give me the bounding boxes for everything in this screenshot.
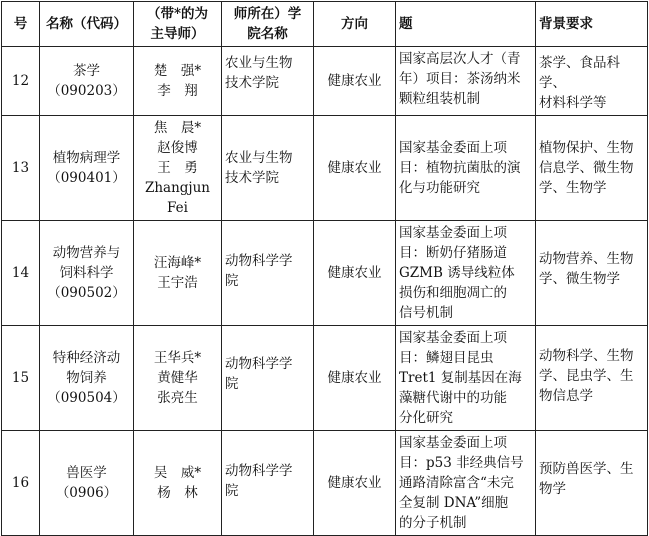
row-college: 动物科学学 院	[222, 431, 314, 536]
row-topic: 国家基金委面上项 目：p53 非经典信号 通路清除富含“未完 全复制 DNA”细胞 的分子机制	[396, 431, 536, 536]
row-background: 植物保护、生物 信息学、微生物 学、生物学	[536, 116, 648, 221]
header-major: 名称（代码）	[40, 2, 134, 47]
header-no: 号	[2, 2, 40, 47]
admissions-table	[1, 1, 648, 536]
row-no: 12	[2, 47, 40, 116]
row-advisors: 焦 晨* 赵俊博 王 勇 Zhangjun Fei	[134, 116, 222, 221]
row-topic: 国家高层次人才（青 年）项目：茶汤纳米 颗粒组装机制	[396, 47, 536, 116]
row-advisors: 吴 威* 杨 林	[134, 431, 222, 536]
row-major: 兽医学 （0906）	[40, 431, 134, 536]
row-topic: 国家基金委面上项 目：鳞翅目昆虫 Tret1 复制基因在海 藻糖代谢中的功能 分化研究	[396, 326, 536, 431]
row-background: 茶学、食品科学、 材料科学等	[536, 47, 648, 116]
row-direction: 健康农业	[314, 221, 396, 326]
row-no: 16	[2, 431, 40, 536]
row-background: 动物科学、生物 学、昆虫学、生 物信息学	[536, 326, 648, 431]
row-college: 农业与生物 技术学院	[222, 47, 314, 116]
header-background: 背景要求	[536, 2, 648, 47]
row-college: 动物科学学 院	[222, 326, 314, 431]
row-advisors: 汪海峰* 王宇浩	[134, 221, 222, 326]
row-major: 特种经济动 物饲养 （090504）	[40, 326, 134, 431]
table-row	[2, 47, 648, 116]
row-direction: 健康农业	[314, 326, 396, 431]
row-no: 14	[2, 221, 40, 326]
row-advisors: 楚 强* 李 翔	[134, 47, 222, 116]
row-no: 13	[2, 116, 40, 221]
table-row	[2, 326, 648, 431]
row-college: 动物科学学 院	[222, 221, 314, 326]
row-background: 动物营养、生物 学、微生物学	[536, 221, 648, 326]
row-college: 农业与生物 技术学院	[222, 116, 314, 221]
header-direction: 方向	[314, 2, 396, 47]
row-major: 植物病理学 （090401）	[40, 116, 134, 221]
row-direction: 健康农业	[314, 431, 396, 536]
row-direction: 健康农业	[314, 116, 396, 221]
table-header-row	[2, 2, 648, 47]
row-direction: 健康农业	[314, 47, 396, 116]
table-row	[2, 431, 648, 536]
row-topic: 国家基金委面上项 目：植物抗菌肽的演 化与功能研究	[396, 116, 536, 221]
header-topic: 题	[396, 2, 536, 47]
row-no: 15	[2, 326, 40, 431]
header-advisor: （带*的为 主导师）	[134, 2, 222, 47]
row-advisors: 王华兵* 黄健华 张亮生	[134, 326, 222, 431]
row-background: 预防兽医学、生 物学	[536, 431, 648, 536]
row-topic: 国家基金委面上项 目：断奶仔猪肠道 GZMB 诱导线粒体 损伤和细胞凋亡的 信号机制	[396, 221, 536, 326]
table-row	[2, 116, 648, 221]
table-row	[2, 221, 648, 326]
row-major: 茶学 （090203）	[40, 47, 134, 116]
row-major: 动物营养与 饲料科学 （090502）	[40, 221, 134, 326]
header-college: 师所在）学 院名称	[222, 2, 314, 47]
